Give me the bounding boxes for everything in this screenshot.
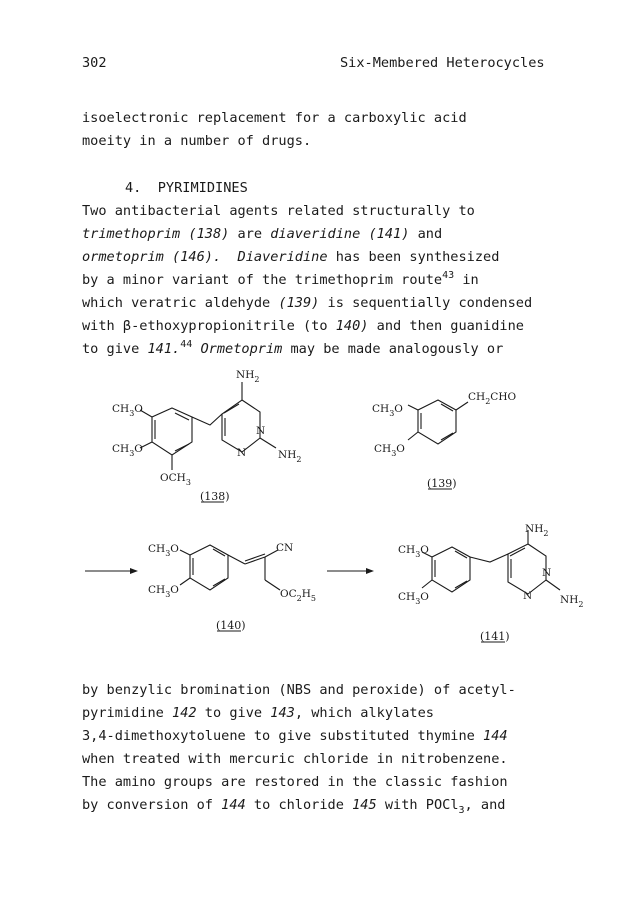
compound-ref: 141. — [147, 341, 181, 357]
structure-138 — [112, 369, 301, 503]
n-label: N — [523, 590, 533, 602]
text-run: in — [454, 272, 479, 288]
benzene-ring — [152, 408, 192, 455]
compound-ref: 142 — [172, 705, 197, 721]
text-run: and — [409, 226, 443, 242]
benzene-ring — [418, 400, 456, 444]
compound-ref: ormetoprim (146). — [82, 249, 222, 265]
page-number: 302 — [82, 55, 107, 71]
running-title: Six-Membered Heterocycles — [340, 55, 545, 71]
text-line: isoelectronic replacement for a carboxylic acid — [82, 110, 467, 126]
citation: 43 — [442, 270, 455, 281]
text-run: which veratric aldehyde — [82, 295, 279, 311]
compound-ref: 145 — [352, 797, 377, 813]
compound-ref: 140) — [335, 318, 369, 334]
ethoxy-label: $OC_2H_5$ — [280, 588, 317, 603]
compound-ref: 144 — [221, 797, 246, 813]
methoxy-label: $CH_3O$ — [148, 584, 179, 599]
aldehyde-label: $CH_2CHO$ — [468, 391, 517, 406]
text-line: moeity in a number of drugs. — [82, 133, 312, 149]
methoxy-label: $CH_3O$ — [398, 544, 429, 559]
structure-140 — [148, 542, 316, 632]
compound-ref: Diaveridine — [237, 249, 328, 265]
text-run: may be made analogously or — [282, 341, 504, 357]
text-run: with β-ethoxypropionitrile (to — [82, 318, 336, 334]
compound-label-140: (140) — [216, 619, 246, 632]
text-run: to give — [82, 341, 148, 357]
methoxy-label: $CH_3O$ — [374, 443, 405, 458]
text-line: when treated with mercuric chloride in nitrobenzene. — [82, 751, 508, 767]
benzene-ring — [432, 547, 470, 592]
text-run: by a minor variant of the trimethoprim route — [82, 272, 443, 288]
methoxy-label: $CH_3O$ — [398, 591, 429, 606]
amino-label: $NH_2$ — [236, 369, 260, 384]
text-run: and then guanidine — [368, 318, 524, 334]
text-line: by benzylic bromination (NBS and peroxide) of acetyl- — [82, 682, 516, 698]
amino-label: $NH_2$ — [560, 594, 584, 609]
citation: 44 — [180, 339, 193, 350]
methoxy-label: $CH_3O$ — [148, 543, 179, 558]
text-run: has been synthesized — [327, 249, 500, 265]
compound-label-138: (138) — [200, 490, 230, 503]
amino-label: $NH_2$ — [278, 449, 302, 464]
compound-ref: diaveridine (141) — [270, 226, 410, 242]
pyrimidine-ring — [222, 400, 260, 452]
text-run: to give — [196, 705, 271, 721]
section-heading: 4. PYRIMIDINES — [125, 180, 248, 196]
structure-139 — [372, 391, 516, 490]
compound-label-141: (141) — [480, 630, 510, 643]
reaction-arrow — [327, 568, 374, 574]
text-run: is sequentially condensed — [319, 295, 533, 311]
structure-141 — [398, 523, 583, 643]
amino-label: $NH_2$ — [525, 523, 549, 538]
compound-ref: trimethoprim (138) — [82, 226, 230, 242]
pyrimidine-ring — [508, 544, 546, 594]
benzene-ring — [190, 545, 228, 590]
reaction-arrow — [85, 568, 138, 574]
compound-ref: 143 — [270, 705, 295, 721]
n-label: N — [542, 567, 552, 579]
text-run: 3,4-dimethoxytoluene to give substituted thymine — [82, 728, 484, 744]
text-run: by conversion of — [82, 797, 222, 813]
text-run: are — [229, 226, 271, 242]
text-run: , which alkylates — [294, 705, 434, 721]
methoxy-label: $CH_3O$ — [372, 403, 403, 418]
text-line — [82, 728, 508, 744]
methoxy-label: $CH_3O$ — [112, 403, 143, 418]
text-line: The amino groups are restored in the classic fashion — [82, 774, 508, 790]
text-run: pyrimidine — [82, 705, 173, 721]
n-label: N — [256, 425, 266, 437]
text-line: Two antibacterial agents related structurally to — [82, 203, 475, 219]
n-label: N — [237, 447, 247, 459]
methoxy-label: $OCH_3$ — [160, 472, 191, 487]
compound-ref: (139) — [278, 295, 320, 311]
text-run: with POCl — [376, 797, 459, 813]
text-run: to chloride — [245, 797, 353, 813]
subscript: 3 — [458, 805, 465, 816]
nitrile-label: CN — [276, 542, 294, 554]
methoxy-label: $CH_3O$ — [112, 443, 143, 458]
text-line — [82, 705, 434, 721]
compound-ref: Ormetoprim — [200, 341, 283, 357]
compound-label-139: (139) — [427, 477, 457, 490]
text-run: , and — [464, 797, 506, 813]
compound-ref: 144 — [483, 728, 508, 744]
text-line — [82, 797, 506, 816]
